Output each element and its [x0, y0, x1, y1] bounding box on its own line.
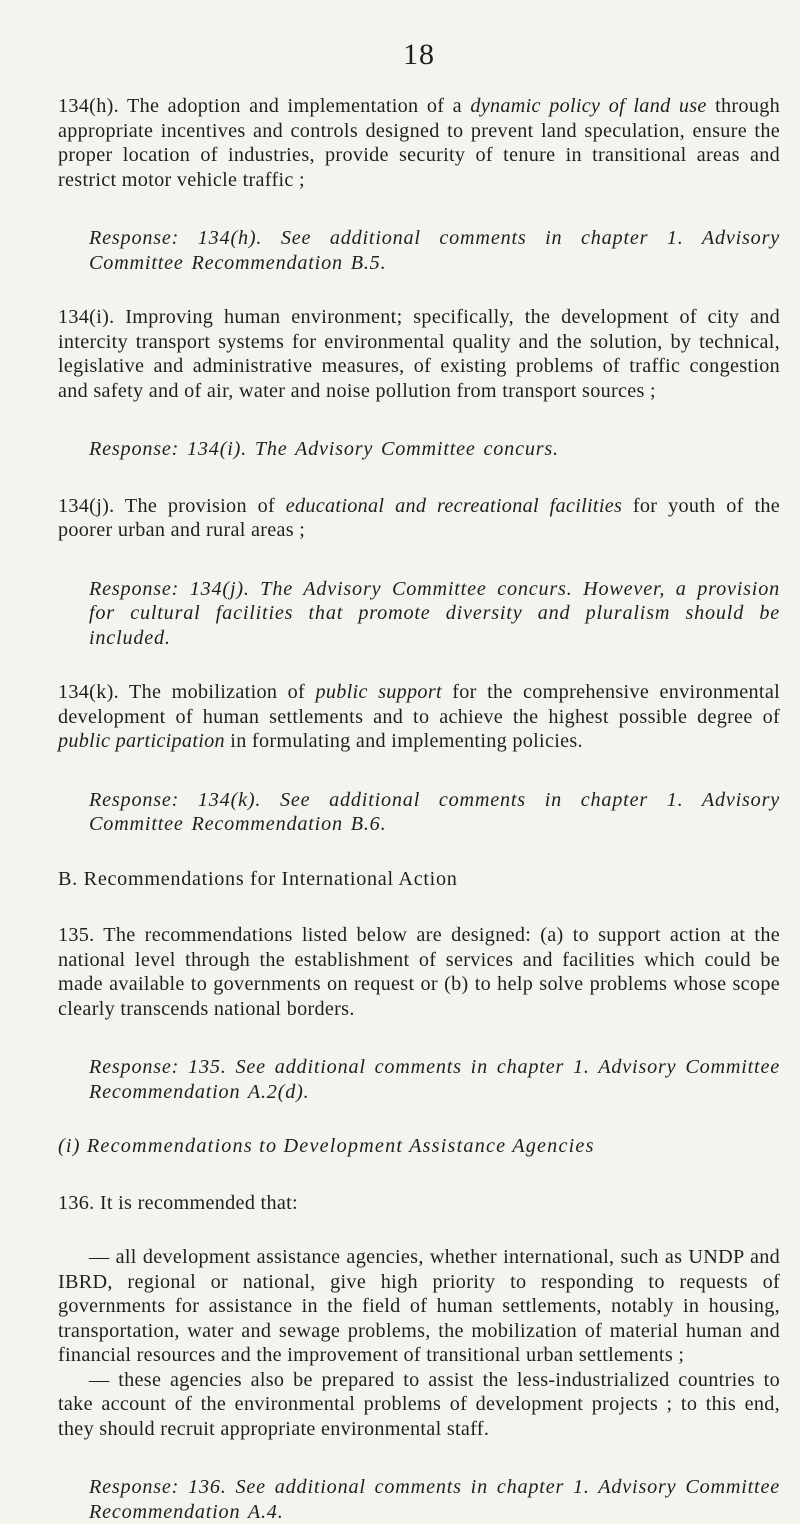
paragraph-135: 135. The recommendations listed below are designed: (a) to support action at the national level through the establishment of services and facilities which could be made available to governments on request or (b) to help solve problems whose scope clearly transcends national borders.: [58, 924, 780, 1020]
subsection-heading-i: (i) Recommendations to Development Assistance Agencies: [58, 1135, 595, 1157]
paragraph-134j-lead: 134(j). The provision of: [58, 494, 286, 517]
paragraph-134k-emphasis-2: public participation: [58, 730, 225, 752]
dash-item-136-2: — these agencies also be prepared to assist the less-industrialized countries to take account of the environmental problems of development projects ; to this end, they should recruit appropriate environmental staff.: [58, 1368, 780, 1440]
dash-list-136: [58, 1245, 780, 1441]
response-135: Response: 135. See additional comments in chapter 1. Advisory Committee Recommendation A.2(d).: [89, 1056, 780, 1103]
paragraph-134j-emphasis: educational and recreational facilities: [285, 494, 623, 517]
paragraph-134k: [58, 680, 780, 754]
paragraph-134h: [58, 94, 780, 192]
paragraph-134h-emphasis: dynamic policy of land use: [470, 95, 707, 117]
paragraph-134k-emphasis: public support: [315, 681, 442, 703]
response-134i: Response: 134(i). The Advisory Committee concurs.: [89, 438, 559, 460]
paragraph-136: 136. It is recommended that:: [58, 1191, 298, 1214]
paragraph-134k-lead: 134(k). The mobilization of: [58, 681, 316, 703]
paragraph-134k-middle: for the comprehensive environmental development of human settlements and to achieve the highest possible degree of: [58, 681, 780, 728]
paragraph-134h-tail: through appropriate incentives and controls designed to prevent land speculation, ensure the proper location of industries, provide security of tenure in transitional areas and restrict motor vehicle traffic ;: [58, 95, 780, 191]
paragraph-134k-tail: in formulating and implementing policies.: [224, 730, 583, 752]
paragraph-134j: [58, 494, 780, 543]
paragraph-134i: 134(i). Improving human environment; specifically, the development of city and intercity transport systems for environmental quality and the solution, by technical, legislative and administrative measures, of existing problems of traffic congestion and safety and of air, water and noise pollution from transport sources ;: [58, 306, 780, 402]
dash-item-136-1: — all development assistance agencies, whether international, such as UNDP and IBRD, regional or national, give high priority to responding to requests of governments for assistance in the field of human settlements, notably in housing, transportation, water and sewage problems, the mobilization of material human and financial resources and the improvement of transitional urban settlements ;: [58, 1246, 780, 1366]
page-number: 18: [403, 38, 435, 71]
response-136: Response: 136. See additional comments in chapter 1. Advisory Committee Recommendation A.4.: [89, 1476, 780, 1523]
section-heading-b: B. Recommendations for International Action: [58, 867, 458, 890]
response-134k: Response: 134(k). See additional comments in chapter 1. Advisory Committee Recommendation B.6.: [89, 788, 780, 835]
response-134j: Response: 134(j). The Advisory Committee concurs. However, a provision for cultural facilities that promote diversity and pluralism should be included.: [89, 577, 780, 649]
response-134h: Response: 134(h). See additional comments in chapter 1. Advisory Committee Recommendation B.5.: [89, 227, 780, 274]
paragraph-134h-lead: 134(h). The adoption and implementation of a: [58, 95, 471, 117]
paragraph-134j-tail: for youth of the poorer urban and rural areas ;: [58, 494, 781, 541]
